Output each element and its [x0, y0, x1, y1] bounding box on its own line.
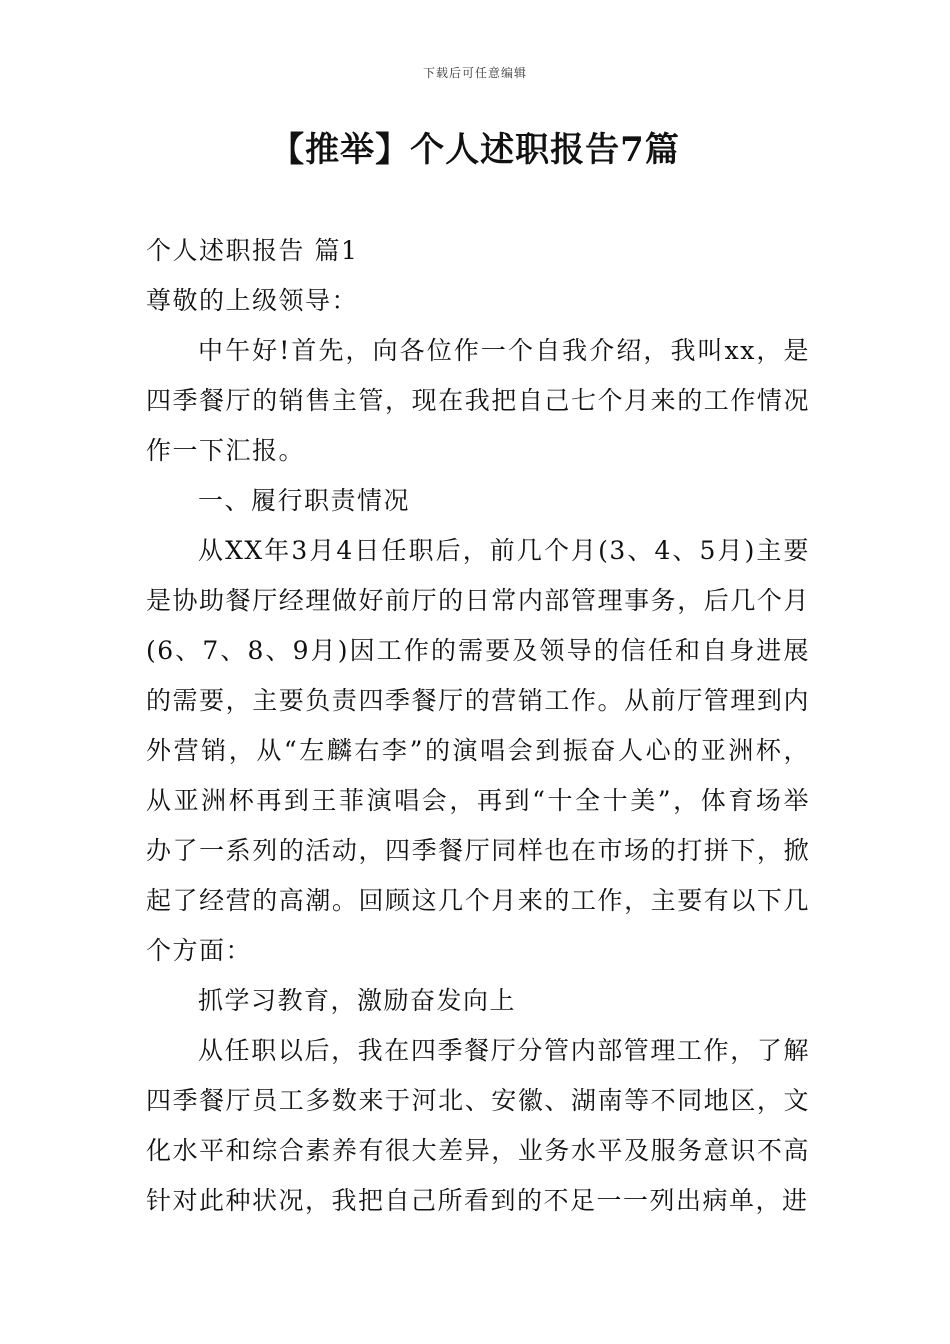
- section-heading: 个人述职报告 篇1: [146, 236, 359, 265]
- header-note: 下载后可任意编辑: [422, 66, 527, 80]
- paragraph-introduction: 中午好!首先，向各位作一个自我介绍，我叫xx，是四季餐厅的销售主管，现在我把自己七个月来的工作情况作一下汇报。: [146, 336, 810, 465]
- subheading-duties: 一、履行职责情况: [198, 486, 411, 515]
- document-title: 【推举】个人述职报告7篇: [270, 130, 680, 170]
- document-body: [146, 226, 810, 1226]
- paragraph-duties: 从XX年3月4日任职后，前几个月(3、4、5月)主要是协助餐厅经理做好前厅的日常内部管理事务，后几个月(6、7、8、9月)因工作的需要及领导的信任和自身进展的需要，主要负责四季餐厅的营销工作。从前厅管理到内外营销，从“左麟右李”的演唱会到振奋人心的亚洲杯，从亚洲杯再到王菲演唱会，再到“十全十美”，体育场举办了一系列的活动，四季餐厅同样也在市场的打拼下，掀起了经营的高潮。回顾这几个月来的工作，主要有以下几个方面：: [146, 536, 810, 965]
- subheading-education: 抓学习教育，激励奋发向上: [198, 986, 517, 1015]
- salutation: 尊敬的上级领导：: [146, 286, 359, 315]
- paragraph-education: 从任职以后，我在四季餐厅分管内部管理工作，了解四季餐厅员工多数来于河北、安徽、湖南等不同地区，文化水平和综合素养有很大差异，业务水平及服务意识不高针对此种状况，我把自己所看到的不足一一列出病单，进: [146, 1036, 810, 1215]
